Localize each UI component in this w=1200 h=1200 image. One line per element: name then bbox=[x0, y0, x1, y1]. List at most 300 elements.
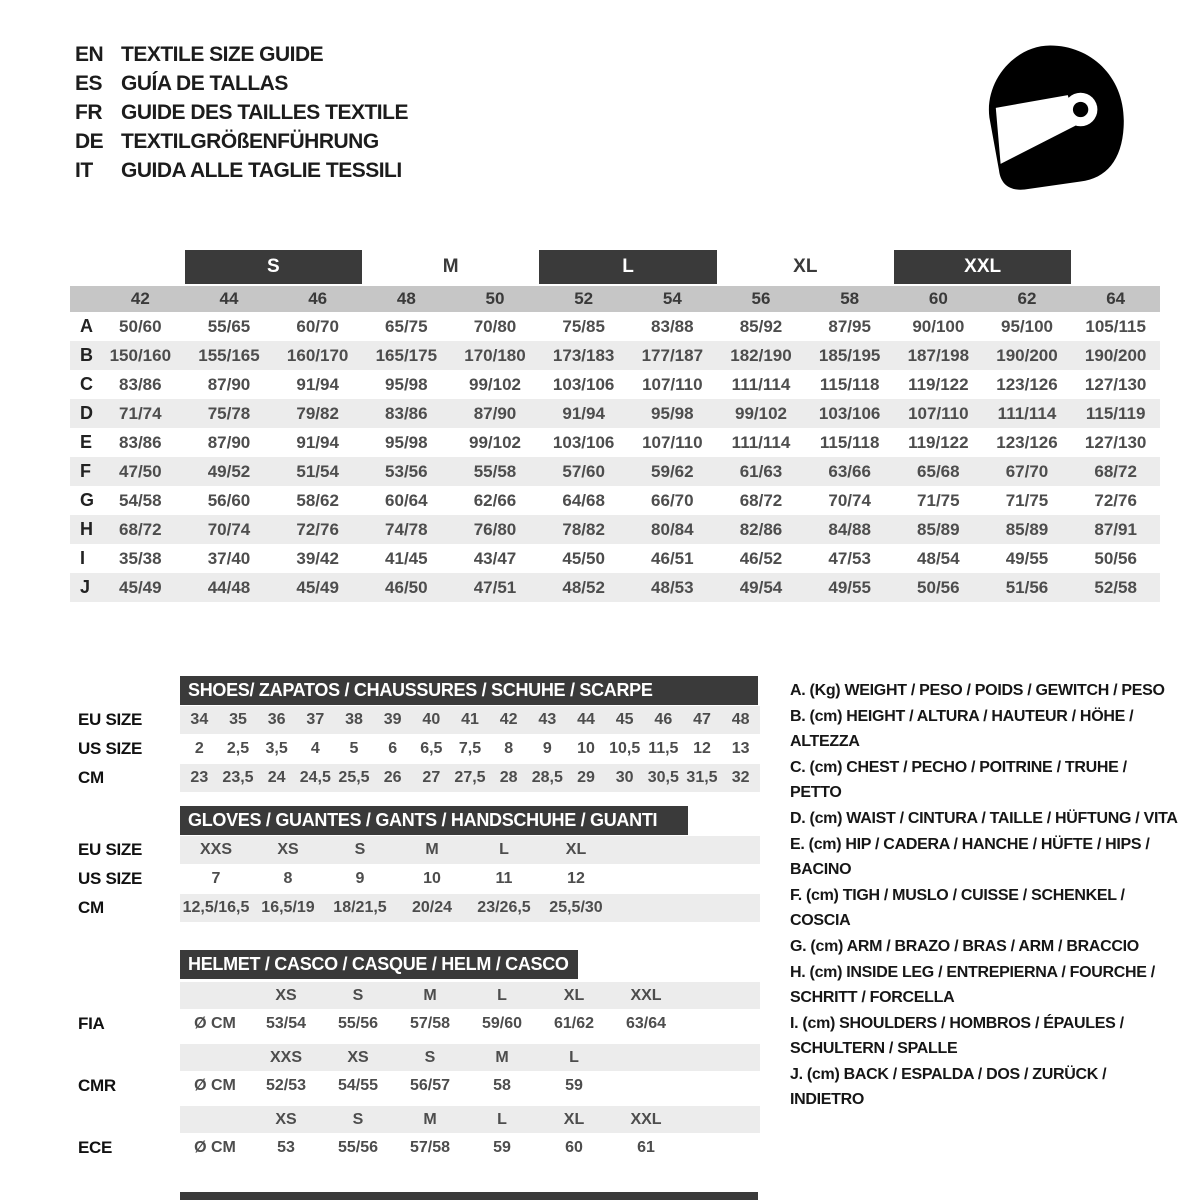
textile-value-cell: 74/78 bbox=[385, 520, 428, 539]
helmet-size-cell: XS bbox=[275, 986, 297, 1004]
row-values bbox=[180, 735, 760, 763]
textile-value-cell: 91/94 bbox=[296, 433, 339, 452]
helmet-size-cell: S bbox=[352, 986, 364, 1004]
unit-cell: Ø CM bbox=[194, 1014, 236, 1032]
row-letter: J bbox=[80, 577, 91, 597]
value-cell: 18/21,5 bbox=[333, 899, 387, 916]
textile-value-cell: 45/49 bbox=[296, 578, 339, 597]
row-values bbox=[180, 865, 760, 893]
numeric-size-cell: 62 bbox=[1017, 289, 1037, 308]
textile-value-cell: 71/75 bbox=[917, 491, 960, 510]
textile-value-cell: 44/48 bbox=[207, 578, 251, 597]
textile-value-cell: 187/198 bbox=[907, 346, 970, 365]
legend-item: I. (cm) SHOULDERS / HOMBROS / ÉPAULES / SCHULTERN / SPALLE bbox=[790, 1015, 1124, 1057]
textile-value-cell: 119/122 bbox=[908, 433, 969, 452]
textile-value-cell: 47/51 bbox=[473, 578, 517, 597]
value-cell: XS bbox=[277, 841, 299, 858]
value-cell: 36 bbox=[267, 711, 286, 728]
row-label: US SIZE bbox=[78, 869, 143, 888]
value-cell: XXS bbox=[199, 841, 232, 858]
row-letter: H bbox=[80, 519, 93, 539]
numeric-size-cell: 52 bbox=[574, 289, 594, 308]
numeric-size-cell: 56 bbox=[751, 289, 771, 308]
textile-value-cell: 35/38 bbox=[119, 549, 162, 568]
textile-value-cell: 56/60 bbox=[207, 491, 251, 510]
table-row bbox=[70, 865, 760, 893]
textile-value-cell: 71/75 bbox=[1005, 491, 1049, 510]
shoes-table-title: SHOES/ ZAPATOS / CHAUSSURES / SCHUHE / SCARPE bbox=[180, 676, 758, 705]
language-code: FR bbox=[75, 100, 102, 124]
textile-value-cell: 64/68 bbox=[562, 491, 605, 510]
value-cell: 24,5 bbox=[299, 769, 331, 786]
textile-value-cell: 46/52 bbox=[739, 549, 783, 568]
value-cell: 6 bbox=[388, 740, 398, 757]
size-group-label: M bbox=[442, 256, 459, 277]
unit-cell: Ø CM bbox=[194, 1138, 236, 1156]
textile-row bbox=[70, 573, 1160, 602]
textile-value-cell: 95/100 bbox=[1000, 317, 1053, 336]
helmet-value-cell: 57/58 bbox=[409, 1014, 451, 1032]
legend-item: J. (cm) BACK / ESPALDA / DOS / ZURÜCK / INDIETRO bbox=[790, 1066, 1107, 1108]
textile-value-cell: 82/86 bbox=[739, 520, 783, 539]
helmet-size-row bbox=[70, 1044, 760, 1071]
textile-value-cell: 48/53 bbox=[651, 578, 694, 597]
language-code: DE bbox=[75, 129, 104, 153]
textile-value-cell: 51/56 bbox=[1005, 578, 1049, 597]
row-label: CMR bbox=[78, 1075, 116, 1095]
legend-item: C. (cm) CHEST / PECHO / POITRINE / TRUHE / PETTO bbox=[790, 759, 1127, 801]
textile-value-cell: 87/90 bbox=[473, 404, 517, 423]
value-cell: 48 bbox=[731, 711, 750, 728]
textile-value-cell: 91/94 bbox=[562, 404, 605, 423]
helmet-value-cell: 55/56 bbox=[337, 1138, 379, 1156]
row-values bbox=[180, 706, 760, 734]
language-row bbox=[75, 69, 408, 98]
helmet-size-cell: XS bbox=[275, 1110, 297, 1128]
helmet-size-row bbox=[70, 1106, 760, 1133]
value-cell: 23 bbox=[190, 769, 209, 786]
textile-value-cell: 83/86 bbox=[119, 433, 162, 452]
helmet-value-cell: 57/58 bbox=[409, 1138, 451, 1156]
language-code: EN bbox=[75, 42, 104, 66]
textile-value-cell: 59/62 bbox=[651, 462, 694, 481]
numeric-size-cell: 60 bbox=[928, 289, 948, 308]
table-row bbox=[70, 735, 760, 763]
helmet-value-cell: 61/62 bbox=[553, 1014, 595, 1032]
textile-value-cell: 49/55 bbox=[1005, 549, 1049, 568]
value-cell: 30 bbox=[615, 769, 634, 786]
legend-item: F. (cm) TIGH / MUSLO / CUISSE / SCHENKEL / COSCIA bbox=[790, 887, 1125, 929]
textile-value-cell: 115/119 bbox=[1085, 404, 1146, 423]
textile-value-cell: 87/91 bbox=[1094, 520, 1137, 539]
value-cell: 5 bbox=[349, 740, 359, 757]
helmet-value-cell: 60 bbox=[565, 1138, 583, 1156]
helmet-size-row bbox=[70, 982, 760, 1009]
value-cell: 2,5 bbox=[226, 740, 250, 757]
textile-value-cell: 41/45 bbox=[385, 549, 428, 568]
textile-value-cell: 83/86 bbox=[385, 404, 428, 423]
row-label: CM bbox=[78, 898, 104, 917]
language-code: IT bbox=[75, 158, 93, 182]
textile-value-cell: 150/160 bbox=[109, 346, 172, 365]
textile-value-cell: 43/47 bbox=[473, 549, 517, 568]
helmet-size-cell: M bbox=[423, 1110, 437, 1128]
textile-value-cell: 87/90 bbox=[207, 433, 251, 452]
textile-value-cell: 95/98 bbox=[385, 375, 428, 394]
row-label: ECE bbox=[78, 1137, 113, 1157]
textile-value-cell: 160/170 bbox=[286, 346, 349, 365]
value-cell: XL bbox=[565, 841, 587, 858]
value-cell: 10 bbox=[423, 870, 441, 887]
value-cell: 26 bbox=[383, 769, 402, 786]
textile-value-cell: 45/49 bbox=[119, 578, 162, 597]
textile-value-cell: 80/84 bbox=[651, 520, 694, 539]
gloves-table-rows bbox=[70, 836, 760, 923]
textile-row bbox=[70, 341, 1160, 370]
helmet-size-cell: XXL bbox=[630, 1110, 662, 1128]
textile-row bbox=[70, 486, 1160, 515]
language-list bbox=[75, 40, 408, 185]
legend-item: D. (cm) WAIST / CINTURA / TAILLE / HÜFTUNG / VITA bbox=[790, 810, 1178, 827]
textile-value-cell: 83/86 bbox=[119, 375, 162, 394]
row-letter: F bbox=[80, 461, 91, 481]
row-letter: C bbox=[80, 374, 93, 394]
textile-value-cell: 39/42 bbox=[296, 549, 339, 568]
table-row bbox=[70, 764, 760, 792]
value-cell: 9 bbox=[355, 870, 365, 887]
value-cell: 7,5 bbox=[458, 740, 482, 757]
value-cell: 28 bbox=[499, 769, 518, 786]
textile-value-cell: 70/80 bbox=[473, 317, 517, 336]
shoes-table-rows bbox=[70, 706, 760, 793]
value-cell: 11 bbox=[495, 870, 513, 887]
value-cell: 29 bbox=[577, 769, 595, 786]
row-values bbox=[180, 836, 760, 864]
helmet-size-cell: L bbox=[569, 1048, 579, 1066]
textile-value-cell: 105/115 bbox=[1085, 317, 1146, 336]
textile-value-cell: 60/70 bbox=[296, 317, 339, 336]
size-group-row bbox=[70, 250, 1160, 284]
textile-row bbox=[70, 515, 1160, 544]
textile-value-cell: 50/56 bbox=[1094, 549, 1137, 568]
value-cell: 24 bbox=[267, 769, 286, 786]
helmet-sizes bbox=[180, 982, 760, 1009]
textile-value-cell: 90/100 bbox=[912, 317, 965, 336]
textile-row bbox=[70, 428, 1160, 457]
textile-value-cell: 99/102 bbox=[468, 433, 521, 452]
value-cell: 44 bbox=[577, 711, 595, 728]
textile-value-cell: 63/66 bbox=[828, 462, 871, 481]
value-cell: 11,5 bbox=[648, 740, 679, 757]
textile-row bbox=[70, 399, 1160, 428]
row-label: EU SIZE bbox=[78, 840, 143, 859]
value-cell: 12,5/16,5 bbox=[182, 899, 250, 916]
numeric-size-cell: 44 bbox=[219, 289, 239, 308]
numeric-size-cell: 42 bbox=[130, 289, 150, 308]
textile-value-cell: 111/114 bbox=[731, 375, 791, 394]
textile-value-cell: 47/50 bbox=[119, 462, 162, 481]
value-cell: 37 bbox=[306, 711, 325, 728]
textile-value-cell: 61/63 bbox=[739, 462, 783, 481]
row-letter: A bbox=[80, 316, 93, 336]
textile-value-cell: 185/195 bbox=[818, 346, 881, 365]
size-group-label: XL bbox=[793, 256, 818, 277]
value-cell: 2 bbox=[194, 740, 204, 757]
helmet-size-cell: L bbox=[497, 1110, 507, 1128]
textile-value-cell: 103/106 bbox=[818, 404, 881, 423]
helmet-value-cell: 55/56 bbox=[337, 1014, 379, 1032]
helmet-size-cell: XXS bbox=[269, 1048, 302, 1066]
row-label bbox=[70, 1106, 180, 1133]
textile-value-cell: 47/53 bbox=[828, 549, 871, 568]
textile-value-cell: 65/75 bbox=[385, 317, 428, 336]
helmet-size-cell: M bbox=[495, 1048, 509, 1066]
textile-value-cell: 55/65 bbox=[207, 317, 251, 336]
helmet-size-cell: M bbox=[423, 986, 437, 1004]
value-cell: 6,5 bbox=[420, 740, 443, 757]
textile-value-cell: 53/56 bbox=[385, 462, 428, 481]
textile-value-cell: 95/98 bbox=[385, 433, 428, 452]
language-row bbox=[75, 127, 408, 156]
numeric-size-row bbox=[70, 286, 1160, 312]
textile-value-cell: 111/114 bbox=[997, 404, 1057, 423]
legend-item: B. (cm) HEIGHT / ALTURA / HAUTEUR / HÖHE / ALTEZZA bbox=[790, 708, 1134, 750]
row-letter: B bbox=[80, 345, 93, 365]
row-label: FIA bbox=[78, 1013, 105, 1033]
value-cell: 39 bbox=[383, 711, 402, 728]
helmet-value-cell: 54/55 bbox=[337, 1076, 379, 1094]
textile-value-cell: 52/58 bbox=[1094, 578, 1137, 597]
table-row bbox=[70, 894, 760, 922]
legend-item: E. (cm) HIP / CADERA / HANCHE / HÜFTE / HIPS / BACINO bbox=[790, 836, 1150, 878]
value-cell: 12 bbox=[567, 870, 585, 887]
value-cell: 28,5 bbox=[531, 769, 563, 786]
textile-value-cell: 71/74 bbox=[119, 404, 162, 423]
textile-value-cell: 46/50 bbox=[385, 578, 428, 597]
helmet-values bbox=[180, 1010, 760, 1037]
textile-value-cell: 173/183 bbox=[552, 346, 615, 365]
textile-value-cell: 127/130 bbox=[1084, 433, 1147, 452]
language-row bbox=[75, 40, 408, 69]
textile-value-cell: 99/102 bbox=[734, 404, 787, 423]
language-row bbox=[75, 156, 408, 185]
helmet-value-cell: 53 bbox=[277, 1138, 295, 1156]
language-title: TEXTILE SIZE GUIDE bbox=[121, 42, 324, 66]
helmet-value-cell: 58 bbox=[493, 1076, 511, 1094]
textile-value-cell: 46/51 bbox=[651, 549, 694, 568]
value-cell: 4 bbox=[310, 740, 320, 757]
helmet-value-cell: 63/64 bbox=[625, 1014, 667, 1032]
table-row bbox=[70, 706, 760, 734]
value-cell: 41 bbox=[461, 711, 479, 728]
helmet-table-rows bbox=[70, 982, 760, 1168]
textile-value-cell: 50/60 bbox=[119, 317, 162, 336]
language-title: TEXTILGRÖßENFÜHRUNG bbox=[121, 129, 379, 153]
value-cell: 3,5 bbox=[265, 740, 288, 757]
helmet-value-cell: 59/60 bbox=[481, 1014, 523, 1032]
helmet-value-cell: 53/54 bbox=[265, 1014, 307, 1032]
row-label: CM bbox=[78, 768, 104, 787]
textile-value-cell: 65/68 bbox=[917, 462, 960, 481]
helmet-size-cell: XS bbox=[347, 1048, 369, 1066]
racing-helmet-icon bbox=[975, 35, 1135, 200]
textile-value-cell: 115/118 bbox=[819, 375, 880, 394]
corner-cell bbox=[70, 286, 96, 312]
textile-value-cell: 111/114 bbox=[731, 433, 791, 452]
textile-value-cell: 85/89 bbox=[1005, 520, 1049, 539]
helmet-size-cell: S bbox=[424, 1048, 436, 1066]
gloves-table-title: GLOVES / GUANTES / GANTS / HANDSCHUHE / GUANTI bbox=[180, 806, 688, 835]
textile-value-cell: 76/80 bbox=[473, 520, 517, 539]
textile-value-cell: 84/88 bbox=[828, 520, 871, 539]
textile-value-cell: 62/66 bbox=[473, 491, 517, 510]
value-cell: 25,5/30 bbox=[549, 899, 603, 916]
value-cell: 23,5 bbox=[222, 769, 254, 786]
textile-value-cell: 72/76 bbox=[1094, 491, 1137, 510]
textile-value-cell: 67/70 bbox=[1005, 462, 1049, 481]
value-cell: 10,5 bbox=[609, 740, 641, 757]
value-cell: 27 bbox=[422, 769, 441, 786]
table-row bbox=[70, 836, 760, 864]
textile-value-cell: 85/89 bbox=[917, 520, 960, 539]
numeric-size-cell: 48 bbox=[396, 289, 416, 308]
value-cell: 42 bbox=[499, 711, 518, 728]
helmet-data-row bbox=[70, 1134, 760, 1161]
value-cell: 45 bbox=[615, 711, 634, 728]
row-label bbox=[70, 1044, 180, 1071]
textile-value-cell: 68/72 bbox=[739, 491, 783, 510]
textile-value-cell: 70/74 bbox=[828, 491, 871, 510]
helmet-value-cell: 59 bbox=[565, 1076, 583, 1094]
value-cell: 7 bbox=[211, 870, 221, 887]
row-letter: D bbox=[80, 403, 93, 423]
helmet-sizes bbox=[180, 1106, 760, 1133]
textile-value-cell: 37/40 bbox=[207, 549, 251, 568]
textile-value-cell: 78/82 bbox=[562, 520, 605, 539]
textile-value-cell: 182/190 bbox=[730, 346, 792, 365]
textile-value-cell: 49/55 bbox=[828, 578, 871, 597]
textile-value-cell: 123/126 bbox=[996, 375, 1058, 394]
row-values bbox=[180, 894, 760, 922]
textile-value-cell: 50/56 bbox=[917, 578, 960, 597]
textile-value-cell: 165/175 bbox=[375, 346, 438, 365]
textile-value-cell: 115/118 bbox=[819, 433, 880, 452]
helmet-value-cell: 61 bbox=[637, 1138, 655, 1156]
textile-value-cell: 119/122 bbox=[908, 375, 969, 394]
helmet-data-row bbox=[70, 1072, 760, 1099]
textile-value-cell: 79/82 bbox=[296, 404, 339, 423]
row-label: US SIZE bbox=[78, 739, 143, 758]
textile-measurement-rows bbox=[70, 312, 1160, 602]
textile-value-cell: 57/60 bbox=[562, 462, 605, 481]
helmet-values bbox=[180, 1134, 760, 1161]
legend-item: H. (cm) INSIDE LEG / ENTREPIERNA / FOURCHE / SCHRITT / FORCELLA bbox=[790, 964, 1155, 1006]
textile-value-cell: 66/70 bbox=[651, 491, 694, 510]
textile-value-cell: 99/102 bbox=[468, 375, 521, 394]
language-title: GUIDE DES TAILLES TEXTILE bbox=[121, 100, 408, 124]
row-letter: G bbox=[80, 490, 95, 510]
language-code: ES bbox=[75, 71, 103, 95]
textile-row bbox=[70, 457, 1160, 486]
textile-value-cell: 48/54 bbox=[917, 549, 960, 568]
textile-value-cell: 48/52 bbox=[562, 578, 605, 597]
textile-value-cell: 68/72 bbox=[1094, 462, 1137, 481]
value-cell: S bbox=[354, 841, 366, 858]
value-cell: 47 bbox=[693, 711, 711, 728]
language-row bbox=[75, 98, 408, 127]
textile-value-cell: 190/200 bbox=[1084, 346, 1147, 365]
textile-value-cell: 170/180 bbox=[464, 346, 526, 365]
textile-value-cell: 127/130 bbox=[1084, 375, 1147, 394]
legend-item: G. (cm) ARM / BRAZO / BRAS / ARM / BRACCIO bbox=[790, 938, 1139, 955]
helmet-size-cell: XL bbox=[563, 1110, 585, 1128]
size-group-box: L bbox=[539, 250, 716, 284]
textile-row bbox=[70, 544, 1160, 573]
row-letter: I bbox=[80, 548, 86, 568]
value-cell: 8 bbox=[283, 870, 293, 887]
textile-value-cell: 107/110 bbox=[908, 404, 969, 423]
textile-value-cell: 85/92 bbox=[739, 317, 783, 336]
value-cell: 32 bbox=[731, 769, 750, 786]
textile-value-cell: 55/58 bbox=[473, 462, 517, 481]
textile-value-cell: 75/85 bbox=[562, 317, 605, 336]
value-cell: 31,5 bbox=[686, 769, 718, 786]
value-cell: 27,5 bbox=[454, 769, 486, 786]
numeric-size-cell: 58 bbox=[840, 289, 860, 308]
value-cell: 13 bbox=[731, 740, 750, 757]
textile-value-cell: 58/62 bbox=[296, 491, 339, 510]
legend-item: A. (Kg) WEIGHT / PESO / POIDS / GEWITCH / PESO bbox=[790, 682, 1165, 699]
row-values bbox=[180, 764, 760, 792]
textile-value-cell: 60/64 bbox=[385, 491, 428, 510]
language-title: GUIDA ALLE TAGLIE TESSILI bbox=[121, 158, 402, 182]
value-cell: 38 bbox=[345, 711, 363, 728]
helmet-value-cell: 52/53 bbox=[265, 1076, 307, 1094]
helmet-values bbox=[180, 1072, 760, 1099]
helmet-size-cell: XXL bbox=[630, 986, 662, 1004]
value-cell: 23/26,5 bbox=[477, 899, 531, 916]
textile-value-cell: 107/110 bbox=[642, 375, 703, 394]
cutoff-section-bar bbox=[180, 1192, 758, 1200]
helmet-table-title: HELMET / CASCO / CASQUE / HELM / CASCO bbox=[180, 950, 578, 979]
value-cell: 8 bbox=[504, 740, 514, 757]
row-label: EU SIZE bbox=[78, 710, 143, 729]
language-title: GUÍA DE TALLAS bbox=[121, 71, 288, 95]
helmet-value-cell: 59 bbox=[493, 1138, 511, 1156]
value-cell: 40 bbox=[422, 711, 441, 728]
helmet-sizes bbox=[180, 1044, 760, 1071]
textile-value-cell: 103/106 bbox=[552, 433, 615, 452]
textile-value-cell: 103/106 bbox=[552, 375, 615, 394]
helmet-size-cell: XL bbox=[563, 986, 585, 1004]
textile-value-cell: 54/58 bbox=[119, 491, 162, 510]
value-cell: 30,5 bbox=[647, 769, 679, 786]
row-letter: E bbox=[80, 432, 93, 452]
numeric-size-cell: 46 bbox=[308, 289, 328, 308]
textile-value-cell: 87/90 bbox=[207, 375, 251, 394]
textile-value-cell: 107/110 bbox=[642, 433, 703, 452]
value-cell: 20/24 bbox=[411, 899, 453, 916]
value-cell: 16,5/19 bbox=[261, 899, 315, 916]
textile-value-cell: 70/74 bbox=[207, 520, 251, 539]
textile-row bbox=[70, 312, 1160, 341]
textile-row bbox=[70, 370, 1160, 399]
value-cell: 43 bbox=[538, 711, 557, 728]
textile-value-cell: 91/94 bbox=[296, 375, 339, 394]
value-cell: 12 bbox=[693, 740, 711, 757]
textile-value-cell: 95/98 bbox=[651, 404, 694, 423]
textile-value-cell: 83/88 bbox=[651, 317, 694, 336]
